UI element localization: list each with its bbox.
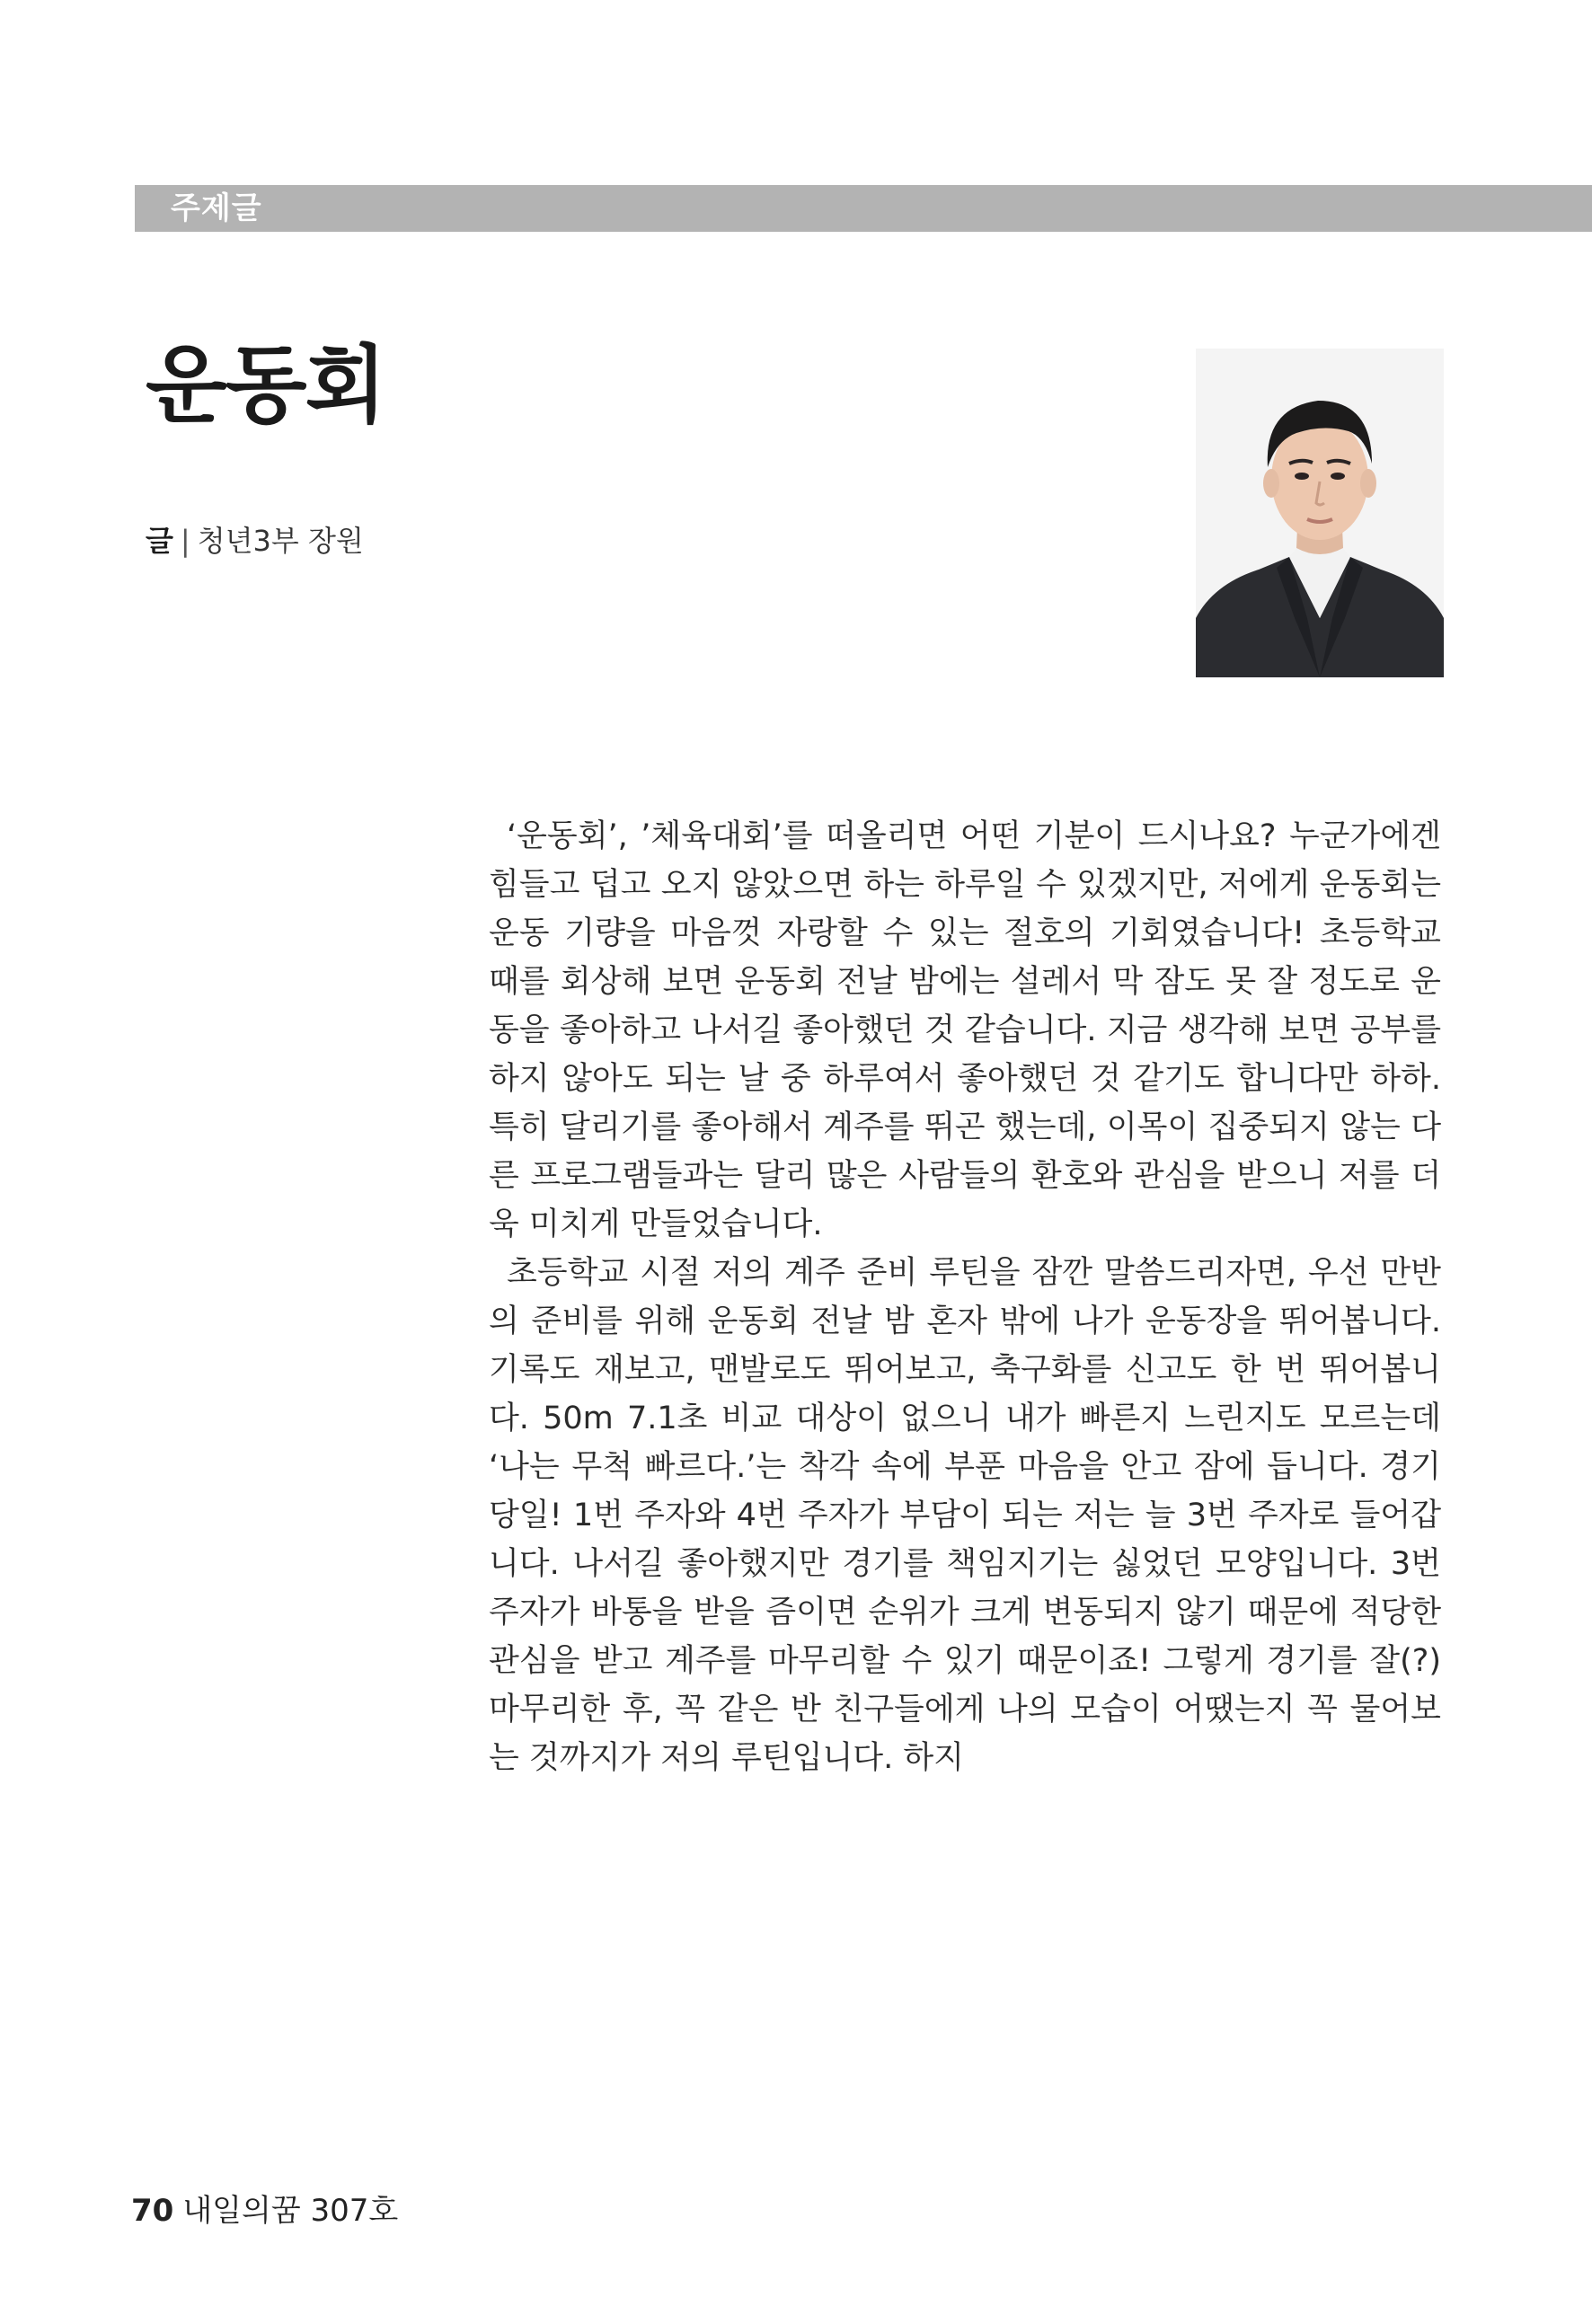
byline-separator: | (180, 524, 190, 558)
publication-name: 내일의꿈 307호 (182, 2193, 399, 2229)
section-header-bar (135, 185, 1592, 232)
article-paragraph: 초등학교 시절 저의 계주 준비 루틴을 잠깐 말씀드리자면, 우선 만반의 준비를 위해 운동회 전날 밤 혼자 밖에 나가 운동장을 뛰어봅니다. 기록도 재보고, 맨발로도 뛰어보고, 축구화를 신고도 한 번 뛰어봅니다. 50m 7.1초 비교 대상이 없으니 내가 빠른지 느린지도 모르는데 ‘나는 무척 빠르다.’는 착각 속에 부푼 마음을 안고 잠에 듭니다. 경기 당일! 1번 주자와 4번 주자가 부담이 되는 저는 늘 3번 주자로 들어갑니다. 나서길 좋아했지만 경기를 책임지기는 싫었던 모양입니다. 3번 주자가 바통을 받을 즘이면 순위가 크게 변동되지 않기 때문에 적당한 관심을 받고 계주를 마무리할 수 있기 때문이죠! 그렇게 경기를 잘(?) 마무리한 후, 꼭 같은 반 친구들에게 나의 모습이 어땠는지 꼭 물어보는 것까지가 저의 루틴입니다. 하지 (489, 1255, 1441, 1776)
article-title: 운동회 (146, 337, 385, 435)
page-footer (131, 2190, 398, 2231)
byline (146, 519, 364, 562)
article-paragraph: ‘운동회’, ’체육대회’를 떠올리면 어떤 기분이 드시나요? 누군가에겐 힘들고 덥고 오지 않았으면 하는 하루일 수 있겠지만, 저에게 운동회는 운동 기량을 마음껏 자랑할 수 있는 절호의 기회였습니다! 초등학교 때를 회상해 보면 운동회 전날 밤에는 설레서 막 잠도 못 잘 정도로 운동을 좋아하고 나서길 좋아했던 것 같습니다. 지금 생각해 보면 공부를 하지 않아도 되는 날 중 하루여서 좋아했던 것 같기도 합니다만 하하. 특히 달리기를 좋아해서 계주를 뛰곤 했는데, 이목이 집중되지 않는 다른 프로그램들과는 달리 많은 사람들의 환호와 관심을 받으니 저를 더욱 미치게 만들었습니다. (489, 818, 1441, 1242)
article-body (489, 812, 1441, 1782)
author-portrait (1196, 349, 1444, 677)
author-name: 청년3부 장원 (197, 524, 364, 558)
section-label: 주제글 (171, 190, 262, 226)
page-number: 70 (131, 2193, 174, 2229)
byline-label: 글 (146, 524, 173, 558)
